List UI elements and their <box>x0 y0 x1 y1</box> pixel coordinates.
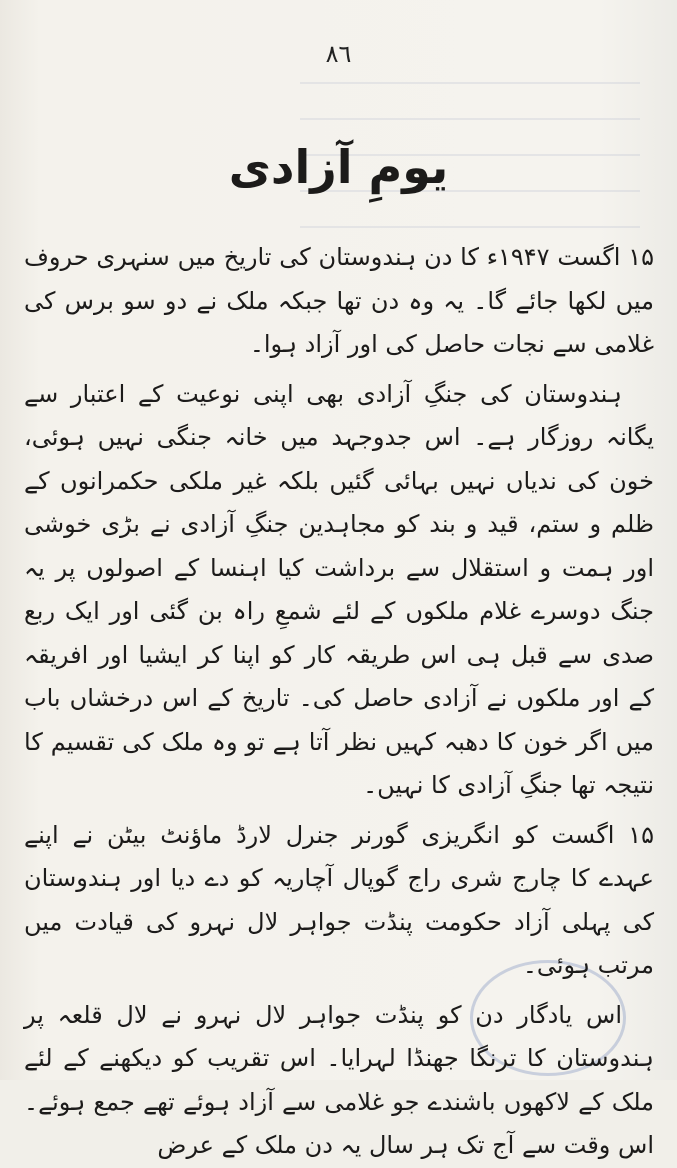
paragraph: ۱۵ اگست کو انگریزی گورنر جنرل لارڈ ماؤنٹ بیٹن نے اپنے عہدے کا چارج شری راج گوپال آچاریہ کو دے دیا اور ہندوستان کی پہلی آزاد حکومت پنڈت جواہر لال نہرو کی قیادت میں مرتب ہوئی۔ <box>24 820 654 979</box>
chapter-title: یومِ آزادی <box>228 140 449 194</box>
paragraph: ہندوستان کی جنگِ آزادی بھی اپنی نوعیت کے اعتبار سے یگانہ روزگار ہے۔ اس جدوجہد میں خانہ جنگی نہیں ہوئی، خون کی ندیاں نہیں بہائی گئیں بلکہ غیر ملکی حکمرانوں کے ظلم و ستم، قید و بند کو مجاہدین جنگِ آزادی نے بڑی خوشی اور ہمت و استقلال سے برداشت کیا اہنسا کے اصولوں پر یہ جنگ دوسرے غلام ملکوں کے لئے شمعِ راہ بن گئی اور ایک ربع صدی سے قبل ہی اس طریقہ کار کو اپنا کر ایشیا اور افریقہ کے اور ملکوں نے آزادی حاصل کی۔ تاریخ کے اس درخشاں باب میں اگر خون کا دھبہ کہیں نظر آتا ہے تو وہ ملک کی تقسیم کا نتیجہ تھا جنگِ آزادی کا نہیں۔ <box>24 379 654 799</box>
body-text <box>24 236 654 1168</box>
paragraph: اس یادگار دن کو پنڈت جواہر لال نہرو نے لال قلعہ پر ہندوستان کا ترنگا جھنڈا لہرایا۔ اس تقریب کو دیکھنے کے لئے ملک کے لاکھوں باشندے جو غلامی سے آزاد ہوئے تھے جمع ہوئے۔ اس وقت سے آج تک ہر سال یہ دن ملک کے عرض <box>24 1000 654 1159</box>
page-number: ۸٦ <box>325 40 352 68</box>
paragraph: ۱۵ اگست ۱۹۴۷ء کا دن ہندوستان کی تاریخ میں سنہری حروف میں لکھا جائے گا۔ یہ وہ دن تھا جبکہ ملک نے دو سو برس کی غلامی سے نجات حاصل کی اور آزاد ہوا۔ <box>24 243 654 358</box>
